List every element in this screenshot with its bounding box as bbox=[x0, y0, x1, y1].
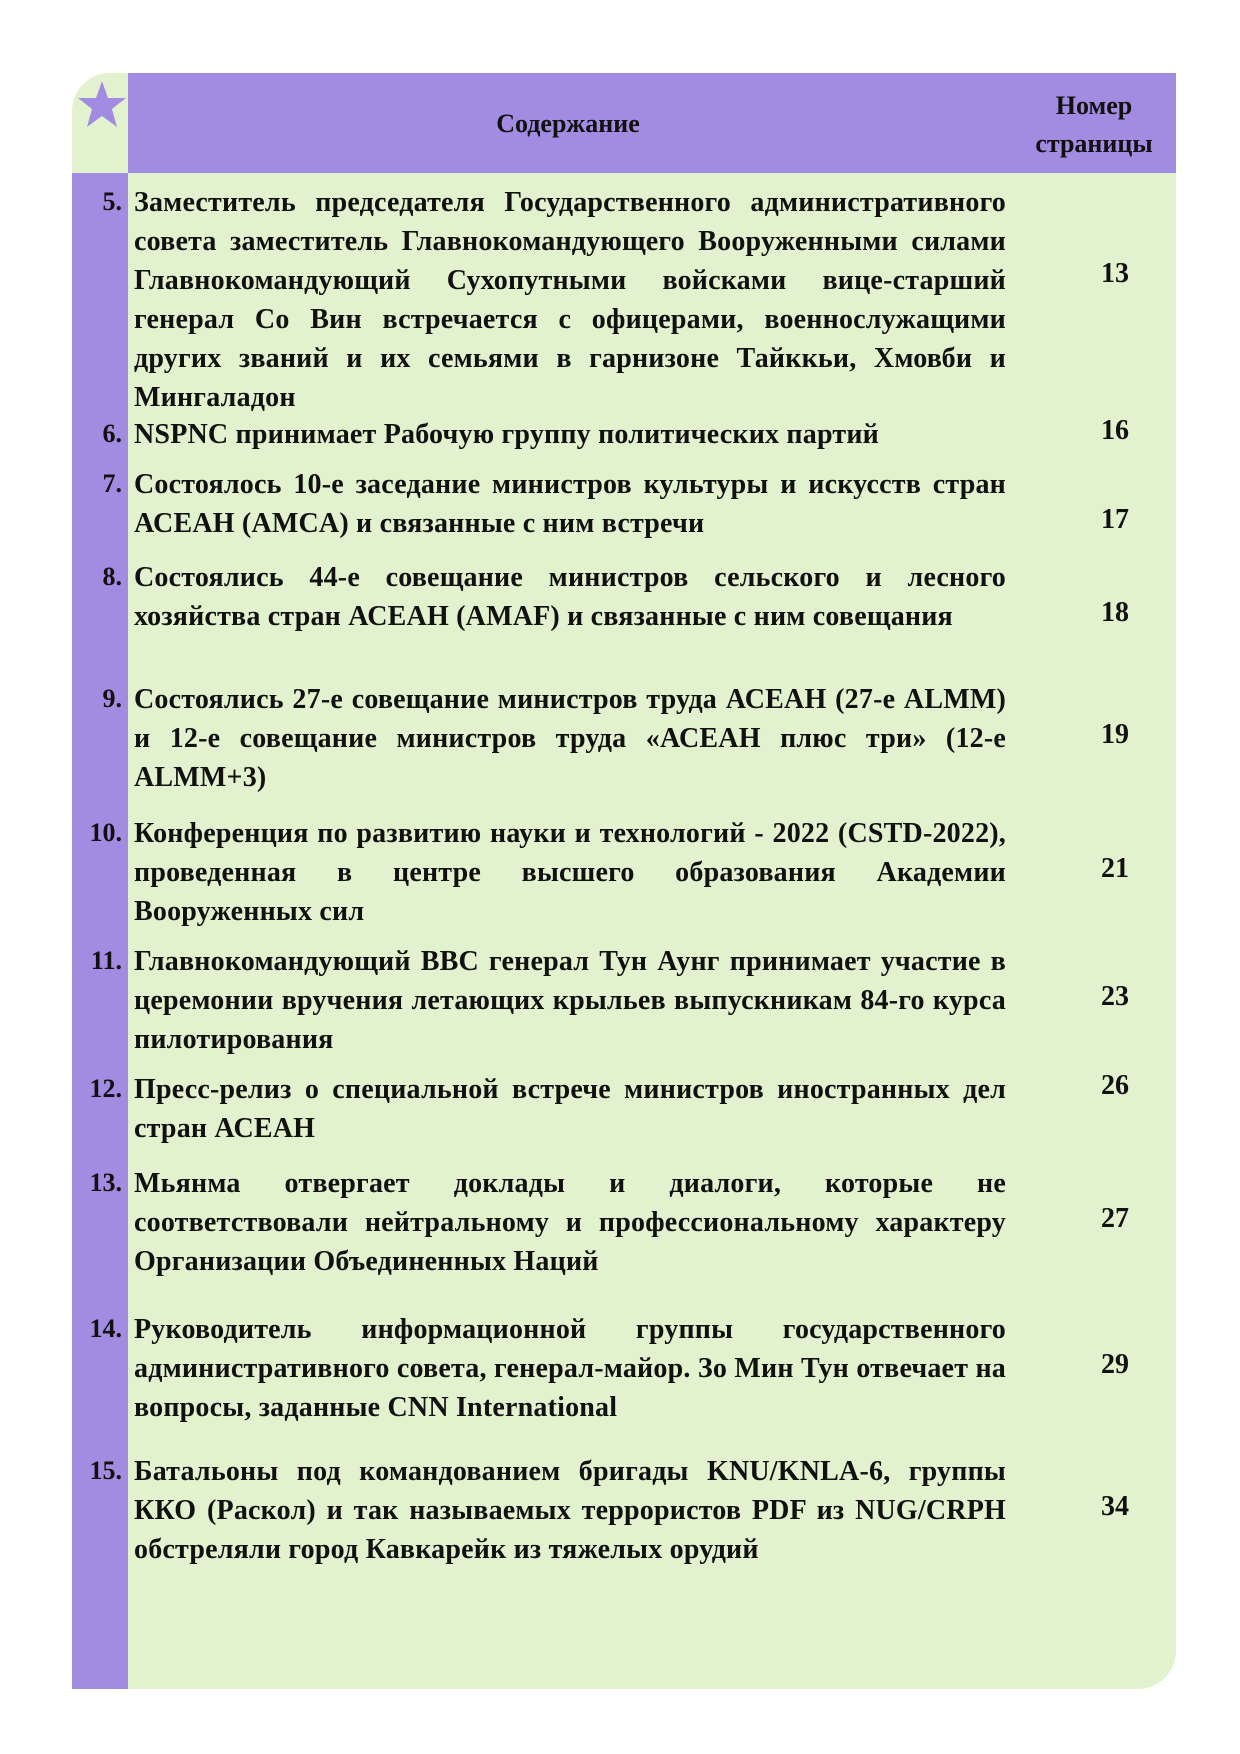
entry-number: 7. bbox=[102, 469, 122, 498]
entry-page: 19 bbox=[1101, 719, 1129, 750]
entry-page: 26 bbox=[1101, 1070, 1129, 1101]
entry-number: 12. bbox=[89, 1074, 122, 1103]
entry-title: Руководитель информационной группы государственного административного совета, генерал-майор. Зо Мин Тун отвечает на вопросы, заданные CNN International bbox=[134, 1314, 1006, 1423]
entry-number: 15. bbox=[89, 1456, 122, 1485]
entry-number: 14. bbox=[89, 1314, 122, 1343]
page-heading-line-1: Номер bbox=[1055, 91, 1133, 120]
entry-title: Состоялось 10-е заседание министров культуры и искусств стран АСЕАН (AMCA) и связанные с ним встречи bbox=[134, 469, 1006, 539]
entry-page: 34 bbox=[1101, 1491, 1129, 1522]
entry-page: 27 bbox=[1101, 1203, 1129, 1234]
entry-page: 29 bbox=[1101, 1349, 1129, 1380]
entry-number: 5. bbox=[102, 187, 122, 216]
entry-title: Состоялись 44-е совещание министров сельского и лесного хозяйства стран АСЕАН (AMAF) и связанные с ним совещания bbox=[134, 562, 1006, 632]
entry-number: 11. bbox=[90, 946, 122, 975]
entry-page: 18 bbox=[1101, 597, 1129, 628]
page-heading-line-2: страницы bbox=[1035, 129, 1153, 158]
entry-number: 6. bbox=[102, 419, 122, 448]
entry-number: 8. bbox=[102, 562, 122, 591]
toc-title: Содержание bbox=[496, 109, 640, 138]
entry-title: NSPNC принимает Рабочую группу политических партий bbox=[134, 419, 879, 450]
entry-title: Батальоны под командованием бригады KNU/KNLA-6, группы ККО (Раскол) и так называемых террористов PDF из NUG/CRPH обстреляли город Кавкарейк из тяжелых орудий bbox=[134, 1456, 1006, 1565]
entry-page: 21 bbox=[1101, 853, 1129, 884]
entry-page: 13 bbox=[1101, 258, 1129, 289]
entry-title: Состоялись 27-е совещание министров труда АСЕАН (27-е ALMM) и 12-е совещание министров труда «АСЕАН плюс три» (12-е ALMM+3) bbox=[134, 684, 1006, 793]
entry-number: 10. bbox=[89, 818, 122, 847]
star-icon bbox=[76, 79, 128, 131]
table-of-contents bbox=[72, 73, 1176, 1689]
entry-title: Конференция по развитию науки и технологий - 2022 (CSTD-2022), проведенная в центре высшего образования Академии Вооруженных сил bbox=[134, 818, 1006, 927]
entry-page: 16 bbox=[1101, 415, 1129, 446]
entry-number: 13. bbox=[89, 1168, 122, 1197]
entry-title: Пресс-релиз о специальной встрече министров иностранных дел стран АСЕАН bbox=[134, 1074, 1006, 1144]
entry-title: Мьянма отвергает доклады и диалоги, которые не соответствовали нейтральному и профессиональному характеру Организации Объединенных Наций bbox=[134, 1168, 1006, 1277]
entry-title: Главнокомандующий ВВС генерал Тун Аунг принимает участие в церемонии вручения летающих крыльев выпускникам 84-го курса пилотирования bbox=[134, 946, 1006, 1055]
entry-page: 23 bbox=[1101, 981, 1129, 1012]
entry-page: 17 bbox=[1101, 504, 1129, 535]
page-number-heading bbox=[1024, 87, 1164, 163]
entry-title: Заместитель председателя Государственного административного совета заместитель Главнокомандующего Вооруженными силами Главнокомандующий Сухопутными войсками вице-старший генерал Со Вин встречается с офицерами, военнослужащими других званий и их семьями в гарнизоне Тайккьи, Хмовби и Мингаладон bbox=[134, 187, 1006, 413]
entry-number: 9. bbox=[102, 684, 122, 713]
